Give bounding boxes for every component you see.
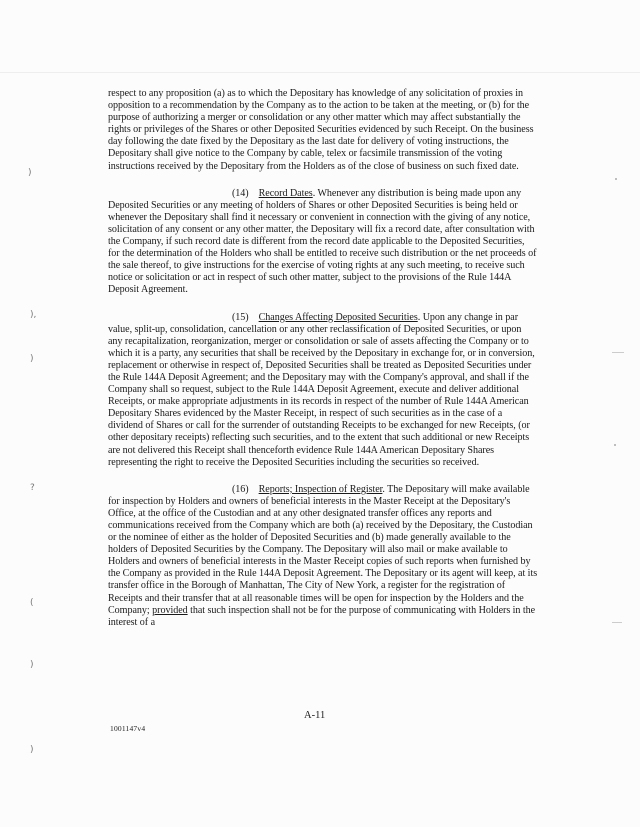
section-heading: Changes Affecting Deposited Securities <box>258 311 418 323</box>
scan-artifact <box>0 72 640 73</box>
scan-artifact: ( <box>30 598 34 608</box>
section-14-record-dates: (14) Record Dates. Whenever any distribution is being made upon any Deposited Securities or any meeting of holders of Shares or other Deposited Securities is being held or whenever the Depositary shall find it necessary or convenient in connection with the giving of any notice, solicitation of any consent or any other matter, the Depositary will fix a record date, after consultation with the Company, if such record date is different from the record date applicable to the Deposited Securities, for the determination of the Holders who shall be entitled to receive such distribution or the net proceeds of the sale thereof, to give instructions for the exercise of voting rights at any such meeting, to receive such notice or solicitation or act in respect of such other matter, subject to the provisions of the Rule 144A Deposit Agreement. <box>108 187 537 296</box>
section-heading: Reports; Inspection of Register <box>258 483 383 495</box>
page-number: A-11 <box>304 710 326 721</box>
scan-artifact: ) <box>30 354 34 364</box>
section-text: Upon any change in par value, split-up, consolidation, cancellation or any other reclassification of Deposited Securities, or upon any recapitalization, reorganization, merger or consolidation or sale of assets affecting the Company or to which it is a party, any securities that shall be received by the Depositary in exchange for, or in conversion, replacement or otherwise in respect of, Deposited Securities shall be treated as Deposited Securities under the Rule 144A Deposit Agreement; and the Depositary may with the Company's approval, and shall if the Company shall so request, subject to the Rule 144A Deposit Agreement, execute and deliver additional Receipts, or make appropriate adjustments in its records in respect of the number of Rule 144A American Depositary Shares evidenced by the Master Receipt, in respect of such securities as in the case of a dividend of Shares or call for the surrender of outstanding Receipts to be exchanged for new Receipts, (or other depositary receipts) reflecting such securities, and to the extent that such additional or new Receipts are not delivered this Receipt shall thenceforth evidence Rule 144A American Depositary Shares representing the right to receive the Deposited Securities including the securities so received. <box>108 311 535 468</box>
scan-artifact: ? <box>30 483 35 493</box>
document-id: 1001147v4 <box>110 724 146 733</box>
section-16-reports-inspection-of-register: (16) Reports; Inspection of Register. The Depositary will make available for inspection by Holders and owners of beneficial interests in the Master Receipt at the Depositary's Office, at the office of the Custodian and at any other designated transfer offices any reports and communications received from the Company which are both (a) received by the Depositary, the Custodian or the nominee of either as the holder of Deposited Securities and (b) made generally available to the holders of Deposited Securities by the Company. The Depositary will also mail or make available to Holders and owners of beneficial interests in the Master Receipt copies of such reports when furnished by the Company as provided in the Rule 144A Deposit Agreement. The Depositary or its agent will keep, at its transfer office in the Borough of Manhattan, The City of New York, a register for the registration of Receipts and their transfer that at all reasonable times will be open for inspection by the Holders and the Company; provided that such inspection shall not be for the purpose of communicating with Holders in the interest of a <box>108 483 538 628</box>
scan-artifact: ) <box>28 168 32 178</box>
section-number: (15) <box>232 311 249 323</box>
section-15-changes-affecting-deposited-securities: (15) Changes Affecting Deposited Securities. Upon any change in par value, split-up, consolidation, cancellation or any other reclassification of Deposited Securities, or upon any recapitalization, reorganization, merger or consolidation or sale of assets affecting the Company or to which it is a party, any securities that shall be received by the Depositary in exchange for, or in conversion, replacement or otherwise in respect of, Deposited Securities shall be treated as Deposited Securities under the Rule 144A Deposit Agreement; and the Depositary may with the Company's approval, and shall if the Company shall so request, subject to the Rule 144A Deposit Agreement, execute and deliver additional Receipts, or make appropriate adjustments in its records in respect of the number of Rule 144A American Depositary Shares evidenced by the Master Receipt, in respect of such securities as in the case of a dividend of Shares or call for the surrender of outstanding Receipts to be exchanged for new Receipts, (or other depositary receipts) reflecting such securities, and to the extent that such additional or new Receipts are not delivered this Receipt shall thenceforth evidence Rule 144A American Depositary Shares representing the right to receive the Deposited Securities including the securities so received. <box>108 311 535 468</box>
scan-artifact <box>614 444 616 446</box>
scan-artifact: ), <box>30 310 37 320</box>
scan-artifact <box>612 622 622 623</box>
section-number: (16) <box>232 483 249 495</box>
paragraph-text: respect to any proposition (a) as to which the Depositary has knowledge of any solicitation of proxies in opposition to a recommendation by the Company as to the action to be taken at the meeting, or (b) for the purpose of authorizing a merger or consolidation or any other matter which may affect substantially the rights or privileges of the Shares or other Deposited Securities evidenced by such Receipt. On the business day following the date fixed by the Depositary as the last date for delivery of voting instructions, the Depositary shall give notice to the Company by cable, telex or facsimile transmission of the voting instructions received by the Depositary from the Holders as of the close of business on such fixed date. <box>108 88 534 172</box>
section-text-continued: that such inspection shall not be for the purpose of communicating with Holders in the interest of a <box>108 604 536 628</box>
section-text: Whenever any distribution is being made upon any Deposited Securities or any meeting of holders of Shares or other Deposited Securities is being held or whenever the Depositary shall find it necessary or convenient in connection with the giving of any notice, solicitation of any consent or any other matter, the Depositary will fix a record date, after consultation with the Company, if such record date is different from the record date applicable to the Deposited Securities, for the determination of the Holders who shall be entitled to receive such distribution or the net proceeds of the sale thereof, to give instructions for the exercise of voting rights at any such meeting, to receive such notice or solicitation or act in respect of such other matter, subject to the provisions of the Rule 144A Deposit Agreement. <box>108 187 537 296</box>
section-heading: Record Dates <box>258 187 313 199</box>
paragraph-continuation <box>108 88 538 173</box>
scan-artifact <box>615 178 617 180</box>
emphasis-provided: provided <box>152 604 188 616</box>
section-text: The Depositary will make available for inspection by Holders and owners of beneficial interests in the Master Receipt at the Depositary's Office, at the office of the Custodian and at any other designated transfer offices any reports and communications received from the Company which are both (a) received by the Depositary, the Custodian or the nominee of either as the holder of Deposited Securities and (b) made generally available to the holders of Deposited Securities by the Company. The Depositary will also mail or make available to Holders and owners of beneficial interests in the Master Receipt copies of such reports when furnished by the Company as provided in the Rule 144A Deposit Agreement. The Depositary or its agent will keep, at its transfer office in the Borough of Manhattan, The City of New York, a register for the registration of Receipts and their transfer that at all reasonable times will be open for inspection by the Holders and the Company; <box>108 483 538 616</box>
section-number: (14) <box>232 187 249 199</box>
scan-artifact: ) <box>30 745 34 755</box>
scan-artifact: ) <box>30 660 34 670</box>
scan-artifact <box>612 352 624 353</box>
document-body <box>108 88 538 644</box>
